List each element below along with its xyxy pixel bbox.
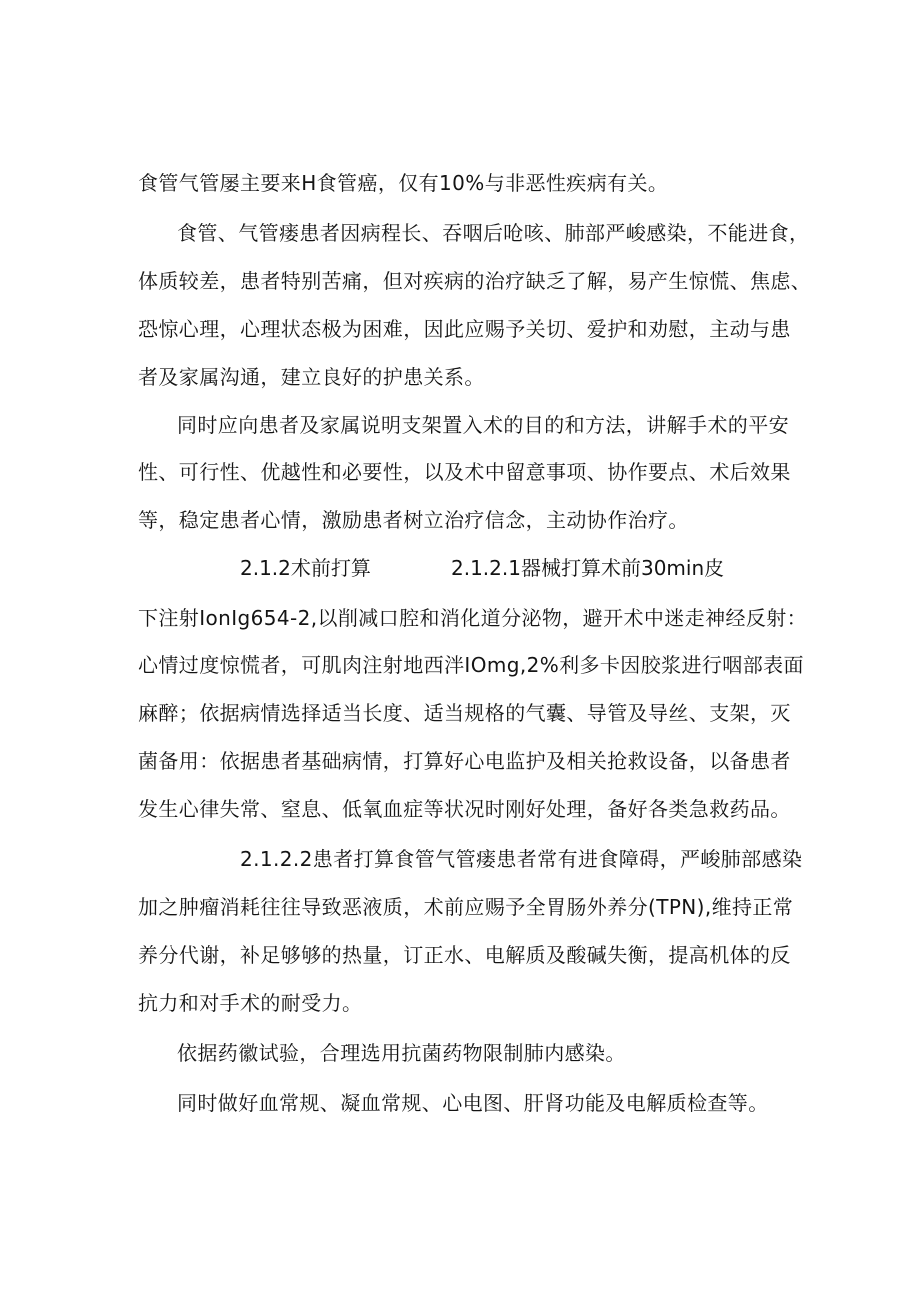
paragraph-2-line-2: 体质较差，患者特别苦痛，但对疾病的治疗缺乏了解，易产生惊慌、焦虑、 (138, 269, 812, 293)
section-2-1-2-2-line-1: 2.1.2.2患者打算食管气管瘘患者常有进食障碍，严峻肺部感染 (240, 847, 803, 871)
paragraph-2-line-1: 食管、气管瘘患者因病程长、吞咽后呛咳、肺部严峻感染，不能进食， (177, 221, 810, 245)
section-heading-2-1-2: 2.1.2术前打算 (240, 556, 371, 580)
section-2-1-2-line-3: 麻醉；依据病情选择适当长度、适当规格的气囊、导管及导丝、支架，灭 (138, 701, 791, 725)
paragraph-5-line-1: 同时做好血常规、凝血常规、心电图、肝肾功能及电解质检查等。 (177, 1091, 769, 1115)
subsection-heading-2-1-2-1: 2.1.2.1器械打算术前30min皮 (451, 556, 725, 580)
section-2-1-2-line-1: 下注射IonIg654-2,以削减口腔和消化道分泌物，避开术中迷走神经反射： (138, 606, 808, 630)
paragraph-3-line-3: 等，稳定患者心情，激励患者树立治疗信念，主动协作治疗。 (138, 508, 689, 532)
paragraph-1-line-1: 食管气管屡主要来H食管癌，仅有10%与非恶性疾病有关。 (138, 171, 669, 195)
section-2-1-2-2-line-2: 加之肿瘤消耗往往导致恶液质，术前应赐予全胃肠外养分(TPN),维持正常 (138, 895, 794, 919)
section-2-1-2-2-line-4: 抗力和对手术的耐受力。 (138, 991, 363, 1015)
paragraph-3-line-1: 同时应向患者及家属说明支架置入术的目的和方法，讲解手术的平安 (177, 413, 789, 437)
paragraph-4-line-1: 依据药徽试验，合理选用抗菌药物限制肺内感染。 (177, 1041, 626, 1065)
section-2-1-2-line-2: 心情过度惊慌者，可肌肉注射地西泮IOmg,2%利多卡因胶浆进行咽部表面 (138, 653, 804, 677)
paragraph-3-line-2: 性、可行性、优越性和必要性，以及术中留意事项、协作要点、术后效果 (138, 460, 791, 484)
paragraph-2-line-3: 恐惊心理，心理状态极为困难，因此应赐予关切、爱护和劝慰，主动与患 (138, 317, 791, 341)
paragraph-2-line-4: 者及家属沟通，建立良好的护患关系。 (138, 365, 485, 389)
section-2-1-2-2-line-3: 养分代谢，补足够够的热量，订正水、电解质及酸碱失衡，提高机体的反 (138, 943, 791, 967)
section-2-1-2-line-4: 菌备用：依据患者基础病情，打算好心电监护及相关抢救设备，以备患者 (138, 749, 791, 773)
section-2-1-2-line-5: 发生心律失常、窒息、低氧血症等状况时刚好处理，备好各类急救药品。 (138, 797, 791, 821)
